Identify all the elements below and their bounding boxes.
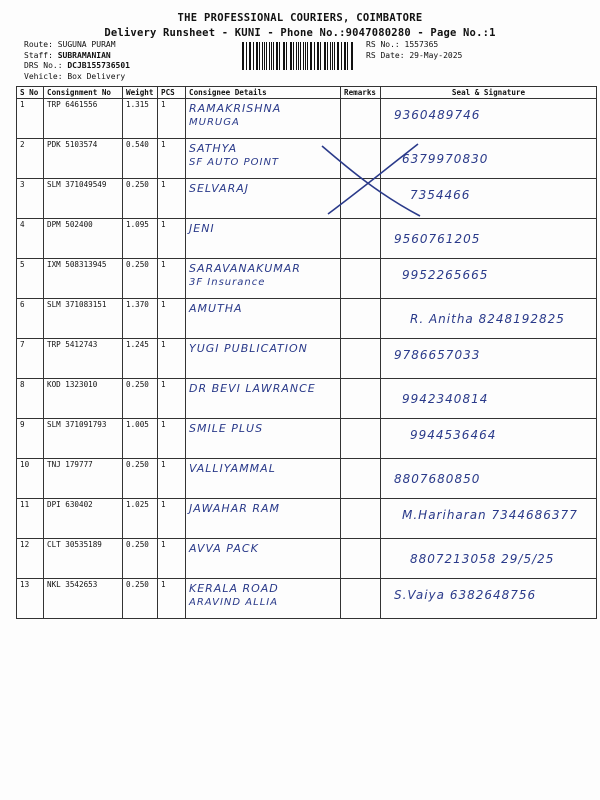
signature-text: 9360489746: [394, 108, 481, 122]
weight-cell: 1.095: [123, 219, 158, 259]
weight-cell: 0.540: [123, 139, 158, 179]
signature-text: 9952265665: [402, 268, 489, 282]
table-row: [17, 379, 597, 419]
remarks-cell: [341, 299, 381, 339]
signature-text: 9942340814: [402, 392, 489, 406]
runsheet-table: [16, 86, 597, 619]
remarks-cell: [341, 539, 381, 579]
barcode: [242, 42, 354, 70]
weight-cell: 0.250: [123, 579, 158, 619]
signature-cell: [381, 179, 597, 219]
company-title: THE PROFESSIONAL COURIERS, COIMBATORE: [177, 12, 423, 24]
barcode-bar: [284, 42, 285, 70]
vehicle: Vehicle: Box Delivery: [24, 71, 126, 81]
consignee-cell: [186, 139, 341, 179]
pcs-cell: 1: [158, 139, 186, 179]
consignee-name: JENI: [189, 222, 215, 235]
weight-cell: 0.250: [123, 459, 158, 499]
weight-cell: 1.025: [123, 499, 158, 539]
col-remarks: Remarks: [341, 87, 381, 99]
consignee-cell: [186, 419, 341, 459]
consignee-detail: 3F Insurance: [189, 277, 266, 288]
consignment-cell: TNJ 179777: [44, 459, 123, 499]
sno-cell: 5: [17, 259, 44, 299]
remarks-cell: [341, 259, 381, 299]
staff-line: [24, 51, 130, 62]
consignee-name: VALLIYAMMAL: [189, 462, 276, 475]
consignee-name: DR BEVI LAWRANCE: [189, 382, 316, 395]
runsheet-subtitle: Delivery Runsheet - KUNI - Phone No.:9047080280 - Page No.:1: [104, 27, 496, 39]
signature-cell: [381, 339, 597, 379]
sno-cell: 9: [17, 419, 44, 459]
remarks-cell: [341, 499, 381, 539]
consignee-name: JAWAHAR RAM: [189, 502, 281, 515]
consignee-name: SMILE PLUS: [189, 422, 264, 435]
signature-cell: [381, 379, 597, 419]
pcs-cell: 1: [158, 339, 186, 379]
sno-cell: 1: [17, 99, 44, 139]
consignment-cell: KOD 1323010: [44, 379, 123, 419]
pcs-cell: 1: [158, 179, 186, 219]
consignment-cell: SLM 371091793: [44, 419, 123, 459]
table-row: [17, 179, 597, 219]
col-consignee: Consignee Details: [186, 87, 341, 99]
signature-text: 6379970830: [402, 152, 489, 166]
consignee-detail: MURUGA: [189, 117, 240, 128]
meta-left: [24, 40, 130, 82]
consignee-cell: [186, 219, 341, 259]
consignee-cell: [186, 379, 341, 419]
barcode-bar: [337, 42, 338, 70]
pcs-cell: 1: [158, 299, 186, 339]
table-row: [17, 339, 597, 379]
sno-cell: 11: [17, 499, 44, 539]
table-row: [17, 419, 597, 459]
route: Route: SUGUNA PURAM: [24, 40, 116, 49]
signature-text: 9786657033: [394, 348, 481, 362]
pcs-cell: 1: [158, 219, 186, 259]
consignee-cell: [186, 179, 341, 219]
weight-cell: 0.250: [123, 379, 158, 419]
consignee-name: SARAVANAKUMAR: [189, 262, 301, 275]
signature-cell: [381, 459, 597, 499]
signature-cell: [381, 499, 597, 539]
table-row: [17, 579, 597, 619]
table-header-row: [17, 87, 597, 99]
consignee-name: SATHYA: [189, 142, 238, 155]
consignment-cell: SLM 371083151: [44, 299, 123, 339]
signature-text: 9560761205: [394, 232, 481, 246]
remarks-cell: [341, 339, 381, 379]
remarks-cell: [341, 459, 381, 499]
remarks-cell: [341, 179, 381, 219]
pcs-cell: 1: [158, 99, 186, 139]
weight-cell: 0.250: [123, 179, 158, 219]
table-row: [17, 459, 597, 499]
remarks-cell: [341, 379, 381, 419]
signature-cell: [381, 259, 597, 299]
signature-cell: [381, 579, 597, 619]
signature-cell: [381, 299, 597, 339]
signature-cell: [381, 219, 597, 259]
consignment-cell: PDK 5103574: [44, 139, 123, 179]
pcs-cell: 1: [158, 419, 186, 459]
table-row: [17, 539, 597, 579]
pcs-cell: 1: [158, 459, 186, 499]
col-pcs: PCS: [158, 87, 186, 99]
table-row: [17, 499, 597, 539]
consignee-cell: [186, 579, 341, 619]
sno-cell: 6: [17, 299, 44, 339]
col-signature: Seal & Signature: [381, 87, 597, 99]
consignee-name: SELVARAJ: [189, 182, 249, 195]
meta-right: [366, 40, 462, 61]
sno-cell: 7: [17, 339, 44, 379]
barcode-bar: [250, 42, 251, 70]
weight-cell: 0.250: [123, 259, 158, 299]
remarks-cell: [341, 579, 381, 619]
table-row: [17, 259, 597, 299]
sno-cell: 8: [17, 379, 44, 419]
consignee-cell: [186, 259, 341, 299]
weight-cell: 1.315: [123, 99, 158, 139]
signature-text: 8807680850: [394, 472, 481, 486]
consignment-cell: SLM 371049549: [44, 179, 123, 219]
consignee-cell: [186, 499, 341, 539]
consignee-cell: [186, 99, 341, 139]
consignee-cell: [186, 299, 341, 339]
remarks-cell: [341, 219, 381, 259]
consignee-name: RAMAKRISHNA: [189, 102, 282, 115]
consignee-cell: [186, 539, 341, 579]
remarks-cell: [341, 139, 381, 179]
signature-cell: [381, 539, 597, 579]
sno-cell: 12: [17, 539, 44, 579]
consignee-name: AVVA PACK: [189, 542, 259, 555]
pcs-cell: 1: [158, 259, 186, 299]
remarks-cell: [341, 419, 381, 459]
rs-date: RS Date: 29-May-2025: [366, 50, 463, 60]
col-weight: Weight: [123, 87, 158, 99]
signature-text: M.Hariharan 7344686377: [402, 508, 578, 522]
col-consignment: Consignment No: [44, 87, 123, 99]
consignee-name: AMUTHA: [189, 302, 243, 315]
sno-cell: 10: [17, 459, 44, 499]
consignment-cell: TRP 6461556: [44, 99, 123, 139]
weight-cell: 0.250: [123, 539, 158, 579]
pcs-cell: 1: [158, 539, 186, 579]
weight-cell: 1.245: [123, 339, 158, 379]
consignee-cell: [186, 339, 341, 379]
signature-cell: [381, 99, 597, 139]
table-row: [17, 139, 597, 179]
sno-cell: 2: [17, 139, 44, 179]
weight-cell: 1.005: [123, 419, 158, 459]
table-row: [17, 99, 597, 139]
sno-cell: 3: [17, 179, 44, 219]
drs-line: [24, 61, 130, 72]
consignment-cell: NKL 3542653: [44, 579, 123, 619]
weight-cell: 1.370: [123, 299, 158, 339]
remarks-cell: [341, 99, 381, 139]
barcode-bar: [266, 42, 267, 70]
signature-text: 9944536464: [410, 428, 497, 442]
signature-cell: [381, 419, 597, 459]
barcode-bar: [300, 42, 301, 70]
pcs-cell: 1: [158, 499, 186, 539]
consignment-cell: CLT 30535189: [44, 539, 123, 579]
col-sno: S No: [17, 87, 44, 99]
signature-text: R. Anitha 8248192825: [410, 312, 565, 326]
consignee-detail: SF AUTO POINT: [189, 157, 280, 168]
consignee-cell: [186, 459, 341, 499]
sno-cell: 4: [17, 219, 44, 259]
consignee-name: KERALA ROAD: [189, 582, 279, 595]
pcs-cell: 1: [158, 579, 186, 619]
signature-text: 7354466: [410, 188, 471, 202]
signature-cell: [381, 139, 597, 179]
consignment-cell: DPM 502400: [44, 219, 123, 259]
consignment-cell: DPI 630402: [44, 499, 123, 539]
signature-text: S.Vaiya 6382648756: [394, 588, 537, 602]
consignee-detail: ARAVIND ALLIA: [189, 597, 279, 608]
barcode-bar: [318, 42, 319, 70]
table-row: [17, 299, 597, 339]
drs-label: DRS No.:: [24, 61, 63, 70]
consignee-name: YUGI PUBLICATION: [189, 342, 308, 355]
drs-number: DCJB155736501: [67, 61, 130, 70]
consignment-cell: TRP 5412743: [44, 339, 123, 379]
table-row: [17, 219, 597, 259]
rs-number: RS No.: 1557365: [366, 40, 439, 49]
consignment-cell: IXM 508313945: [44, 259, 123, 299]
staff-label: Staff:: [24, 50, 53, 60]
sno-cell: 13: [17, 579, 44, 619]
pcs-cell: 1: [158, 379, 186, 419]
staff-name: SUBRAMANIAN: [57, 50, 111, 60]
signature-text: 8807213058 29/5/25: [410, 552, 555, 566]
